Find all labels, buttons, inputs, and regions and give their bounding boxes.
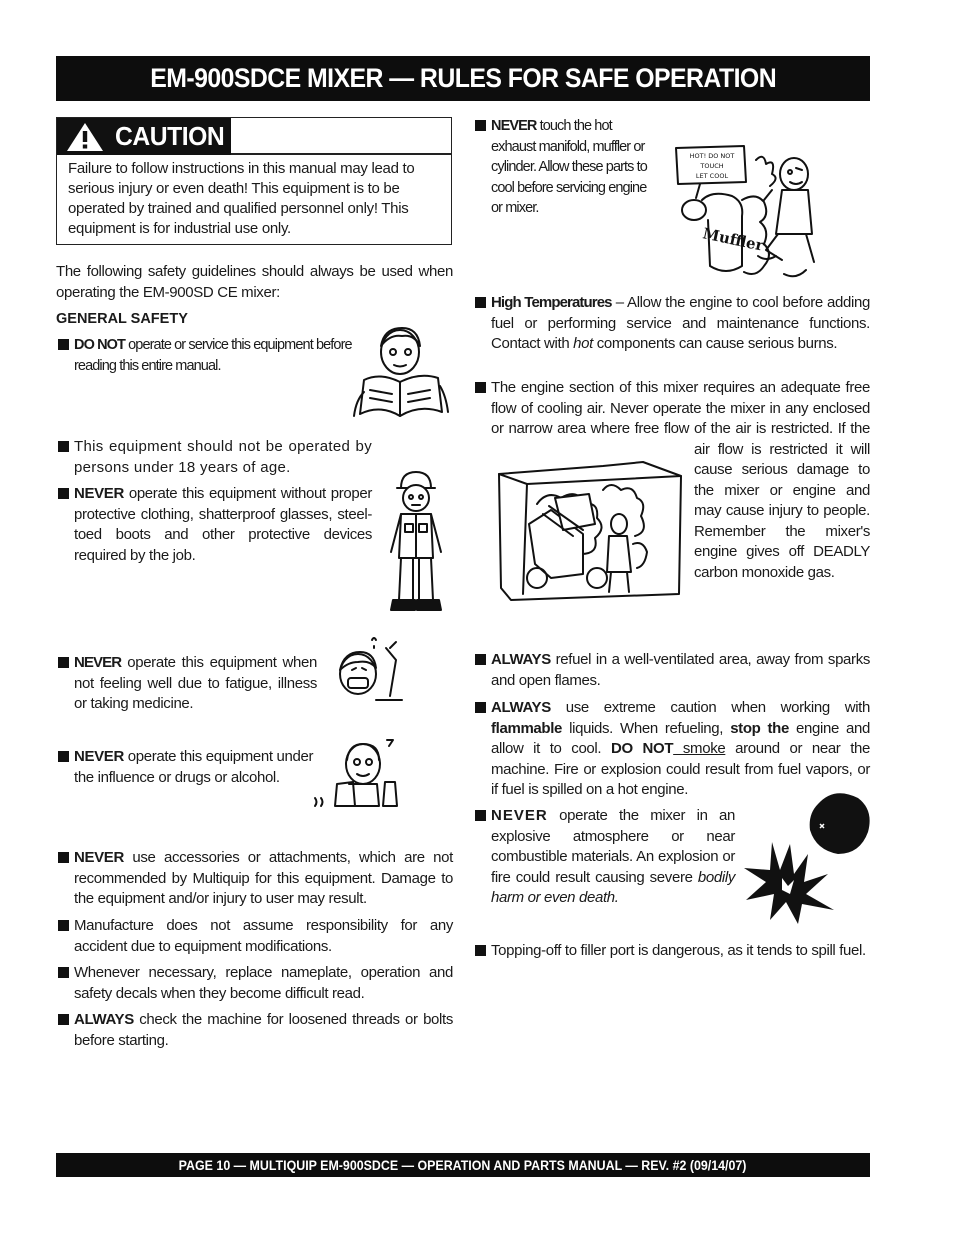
bullet-icon bbox=[58, 967, 69, 978]
bullet-icon bbox=[475, 654, 486, 665]
emphasis: NEVER bbox=[74, 654, 122, 671]
age-item: This equipment should not be operated by persons under 18 years of age. bbox=[74, 438, 372, 476]
emphasis: ALWAYS bbox=[74, 1011, 134, 1028]
bullet-icon bbox=[475, 297, 486, 308]
emphasis: stop the bbox=[730, 719, 789, 737]
sick-person-illustration bbox=[330, 634, 408, 706]
emphasis: NEVER bbox=[74, 748, 124, 765]
bullet-icon bbox=[475, 945, 486, 956]
caution-box bbox=[56, 117, 452, 245]
bullet-icon bbox=[475, 120, 486, 131]
drugs-item bbox=[74, 747, 319, 788]
item-text: touch the hot exhaust manifold, muffler or cylinder. Allow these parts to cool before servicing engine or mixer. bbox=[491, 118, 647, 216]
bullet-icon bbox=[475, 702, 486, 713]
emphasis: ALWAYS bbox=[491, 651, 551, 668]
emphasis-italic: bodily harm or even death. bbox=[491, 868, 735, 906]
item-text: use extreme caution when working with bbox=[550, 699, 870, 716]
refuel-item bbox=[491, 650, 870, 691]
muffler-label: Muffler bbox=[701, 224, 766, 255]
read-manual-item bbox=[74, 335, 364, 376]
explosive-item bbox=[491, 806, 735, 909]
general-safety-heading: GENERAL SAFETY bbox=[56, 311, 188, 327]
item-text: use accessories or attachments, which are not recommended by Multiquip for this equipment. Damage to the equipment and/or injury to user may result. bbox=[74, 849, 453, 907]
bullet-icon bbox=[58, 488, 69, 499]
modifications-item: Manufacture does not assume responsibility for any accident due to equipment modifications. bbox=[74, 917, 453, 955]
bullet-icon bbox=[58, 751, 69, 762]
hot-sign-line2: TOUCH bbox=[700, 162, 724, 170]
emphasis: flammable bbox=[491, 719, 563, 737]
caution-label bbox=[57, 118, 231, 155]
caution-text: Failure to follow instructions in this manual may lead to serious injury or even death! This equipment is to be operated by trained and qualified personnel only! This equipment is for industrial use only. bbox=[68, 160, 415, 237]
high-temp-item bbox=[491, 293, 870, 355]
item-text: operate the mixer in an explosive atmosphere or near combustible materials. An explosion or fire could result causing severe bbox=[491, 807, 735, 886]
warning-triangle-icon bbox=[65, 121, 105, 153]
page-title: EM-900SDCE MIXER — RULES FOR SAFE OPERATION bbox=[150, 63, 776, 93]
emphasis-italic: hot bbox=[573, 335, 593, 352]
drinking-person-illustration bbox=[313, 736, 411, 808]
caution-divider bbox=[231, 153, 451, 155]
item-text: refuel in a well-ventilated area, away from sparks and open flames. bbox=[491, 651, 870, 689]
bullet-icon bbox=[58, 441, 69, 452]
item-text: operate this equipment under the influence or drugs or alcohol. bbox=[74, 748, 314, 786]
page-title-bar bbox=[56, 56, 870, 101]
emphasis: NEVER bbox=[491, 807, 548, 824]
hot-sign-line3: LET COOL bbox=[695, 172, 729, 180]
loosened-item bbox=[74, 1010, 453, 1051]
item-text: operate this equipment when not feeling well due to fatigue, illness or taking medicine. bbox=[74, 654, 317, 712]
accessories-item bbox=[74, 848, 453, 910]
emphasis: NEVER bbox=[491, 118, 537, 134]
reading-manual-illustration bbox=[350, 320, 454, 422]
emphasis: ALWAYS bbox=[491, 699, 551, 716]
enclosed-mixer-illustration bbox=[493, 454, 689, 606]
underlined-text: smoke bbox=[673, 740, 726, 757]
nameplate-item: Whenever necessary, replace nameplate, operation and safety decals when they become difficult read. bbox=[74, 964, 453, 1002]
fatigue-item bbox=[74, 653, 317, 715]
bullet-icon bbox=[58, 852, 69, 863]
hot-sign-line1: HOT! DO NOT bbox=[689, 152, 735, 160]
item-text: engine and allow it to cool. bbox=[491, 719, 871, 757]
footer-text: PAGE 10 — MULTIQUIP EM-900SDCE — OPERATION AND PARTS MANUAL — REV. #2 (09/14/07) bbox=[179, 1157, 747, 1173]
item-text: check the machine for loosened threads or bolts before starting. bbox=[74, 1011, 453, 1049]
bullet-icon bbox=[475, 382, 486, 393]
bullet-icon bbox=[58, 657, 69, 668]
item-text: components can cause serious burns. bbox=[592, 335, 838, 352]
item-text: The engine section of this mixer requires an adequate free flow of cooling air. Never operate the mixer in any enclosed or narrow area where free flow of the air is restricted. If the air flow is restricted it will cause serious damage to the mixer or engine and may cause injury to people. Remember the mixer's engine gives off DEADLY carbon monoxide gas. bbox=[491, 379, 870, 581]
item-text: around or near the machine. Fire or explosion could result from fuel vapors, or if fuel is spilled on a hot engine. bbox=[491, 740, 871, 798]
page-footer bbox=[56, 1153, 870, 1177]
protective-worker-illustration bbox=[385, 468, 447, 613]
item-text: operate this equipment without proper protective clothing, shatterproof glasses, steel-toed boots and other protective devices required by the job. bbox=[74, 485, 372, 564]
bullet-icon bbox=[475, 810, 486, 821]
item-text: operate or service this equipment before reading this entire manual. bbox=[74, 337, 352, 374]
item-text: – Allow the engine to cool before adding fuel or performing service and maintenance functions. Contact with bbox=[491, 294, 870, 352]
emphasis: NEVER bbox=[74, 485, 124, 502]
bullet-icon bbox=[58, 339, 69, 350]
emphasis: NEVER bbox=[74, 849, 124, 866]
topping-item: Topping-off to filler port is dangerous, as it tends to spill fuel. bbox=[491, 942, 866, 959]
clothing-item bbox=[74, 484, 372, 566]
emphasis: High Temperatures bbox=[491, 294, 612, 311]
intro-text: The following safety guidelines should always be used when operating the EM-900SD CE mixer: bbox=[56, 263, 453, 301]
item-text: liquids. When refueling, bbox=[562, 719, 731, 737]
bullet-icon bbox=[58, 920, 69, 931]
explosion-illustration bbox=[742, 784, 872, 924]
bullet-icon bbox=[58, 1014, 69, 1025]
caution-word: CAUTION bbox=[115, 121, 225, 151]
emphasis: DO NOT bbox=[74, 337, 125, 353]
emphasis: DO NOT bbox=[610, 740, 674, 757]
hot-muffler-illustration bbox=[672, 138, 830, 290]
